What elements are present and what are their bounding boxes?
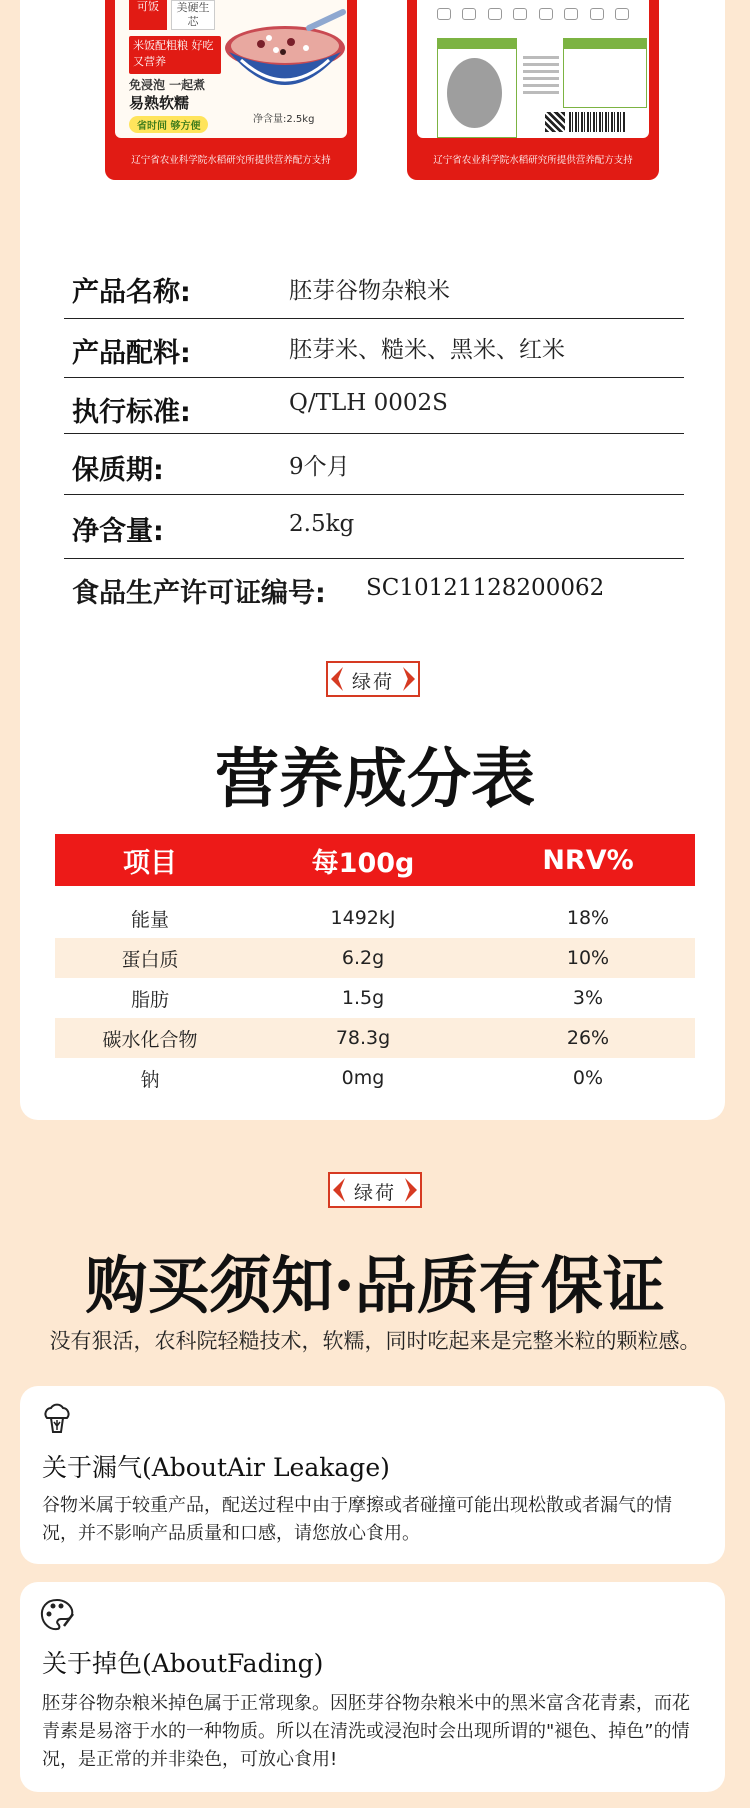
package-front-panel — [115, 0, 347, 138]
notice-item-body: 胚芽谷物杂粮米掉色属于正常现象。因胚芽谷物杂粮米中的黑米富含花青素，而花青素是易溶于水的一种物质。所以在清洗或浸泡时会出现所谓的"褪色、掉色”的情况，是正常的并非染色，可放心食用! — [42, 1693, 690, 1770]
nutrient-amount: 1.5g — [341, 987, 385, 1009]
info-value: SC10121128200062 — [366, 575, 605, 601]
rice-grain-image — [447, 58, 502, 128]
package-back-image — [407, 0, 659, 180]
notice-subtitle: 没有狠活，农科院轻糙技术，软糯，同时吃起来是完整米粒的颗粒感。 — [49, 1329, 701, 1353]
header-nrv: NRV% — [542, 844, 634, 876]
brand-name: 绿荷 — [351, 671, 394, 693]
nutrient-name: 脂肪 — [130, 988, 169, 1011]
table-row — [55, 898, 695, 938]
info-row — [64, 262, 684, 319]
notice-item-body: 谷物米属于较重产品，配送过程中由于摩擦或者碰撞可能出现松散或者漏气的情况，并不影响产品质量和口感，请您放心食用。 — [42, 1495, 672, 1544]
info-label: 产品名称: — [72, 277, 191, 308]
brand-logo — [326, 661, 420, 697]
package-net-content: 净含量:2.5kg — [253, 114, 315, 125]
table-row — [55, 938, 695, 978]
brand-logo — [328, 1172, 422, 1208]
info-label: 执行标准: — [72, 397, 191, 428]
package-corner-label-2: 美硬生芯 — [171, 0, 215, 30]
notice-card-air-leakage — [20, 1386, 725, 1564]
cooking-steps-icons — [437, 8, 629, 20]
broccoli-icon — [38, 1400, 76, 1438]
notice-item-title: 关于掉色(AboutFading) — [42, 1649, 324, 1678]
package-footer: 辽宁省农业科学院水稻研究所提供营养配方支持 — [131, 155, 331, 166]
info-value: 胚芽米、糙米、黑米、红米 — [289, 337, 565, 363]
nutrient-name: 碳水化合物 — [102, 1028, 198, 1051]
notice-item-title: 关于漏气(AboutAir Leakage) — [42, 1453, 390, 1482]
congee-bowl-icon — [221, 8, 347, 108]
brand-name: 绿荷 — [353, 1182, 396, 1204]
nutrition-title: 营养成分表 — [215, 742, 535, 817]
info-value: 胚芽谷物杂粮米 — [289, 278, 450, 304]
nutrient-nrv: 0% — [572, 1067, 604, 1089]
nutrient-name: 钠 — [140, 1068, 160, 1091]
info-row — [64, 559, 684, 619]
header-per-100g: 每100g — [311, 847, 415, 879]
nutrition-header-row — [55, 834, 695, 886]
package-slogan: 免浸泡 一起煮 — [129, 78, 206, 92]
nutrient-amount: 0mg — [341, 1067, 385, 1089]
qr-code-icon — [545, 112, 565, 132]
nutrient-nrv: 18% — [566, 907, 610, 929]
info-row — [64, 434, 684, 495]
header-item: 项目 — [123, 847, 177, 879]
info-label: 食品生产许可证编号: — [72, 578, 326, 609]
package-nutrition-box — [563, 38, 647, 108]
palette-icon — [38, 1596, 76, 1634]
package-back-panel — [417, 0, 649, 138]
info-row — [64, 319, 684, 378]
info-value: 2.5kg — [289, 511, 355, 537]
nutrient-amount: 1492kJ — [330, 907, 396, 929]
nutrient-nrv: 26% — [566, 1027, 610, 1049]
info-value: Q/TLH 0002S — [289, 390, 448, 416]
notice-title: 购买须知·品质有保证 — [85, 1249, 665, 1322]
package-slogan-tag: 省时间 够方便 — [129, 116, 208, 133]
nutrient-nrv: 10% — [566, 947, 610, 969]
info-label: 产品配料: — [72, 338, 191, 369]
table-row — [55, 1018, 695, 1058]
barcode-icon — [569, 112, 625, 132]
table-row — [55, 1058, 695, 1098]
info-label: 保质期: — [72, 455, 164, 486]
nutrient-amount: 78.3g — [335, 1027, 391, 1049]
package-corner-label: 可饭 — [129, 0, 167, 30]
info-row — [64, 495, 684, 559]
product-info-table — [64, 262, 684, 619]
nutrient-amount: 6.2g — [341, 947, 385, 969]
notice-card-fading — [20, 1582, 725, 1792]
nutrient-nrv: 3% — [572, 987, 604, 1009]
package-badge: 米饭配粗粮 好吃又营养 — [129, 36, 221, 74]
info-value: 9个月 — [289, 454, 350, 480]
package-text-lines — [523, 52, 559, 98]
nutrient-name: 能量 — [130, 908, 169, 931]
nutrition-table — [55, 834, 695, 1098]
info-label: 净含量: — [72, 516, 164, 547]
package-front-image — [105, 0, 357, 180]
table-row — [55, 978, 695, 1018]
nutrient-name: 蛋白质 — [121, 948, 179, 971]
package-footer: 辽宁省农业科学院水稻研究所提供营养配方支持 — [433, 155, 633, 166]
package-slogan-main: 易熟软糯 — [129, 94, 190, 112]
info-row — [64, 378, 684, 434]
